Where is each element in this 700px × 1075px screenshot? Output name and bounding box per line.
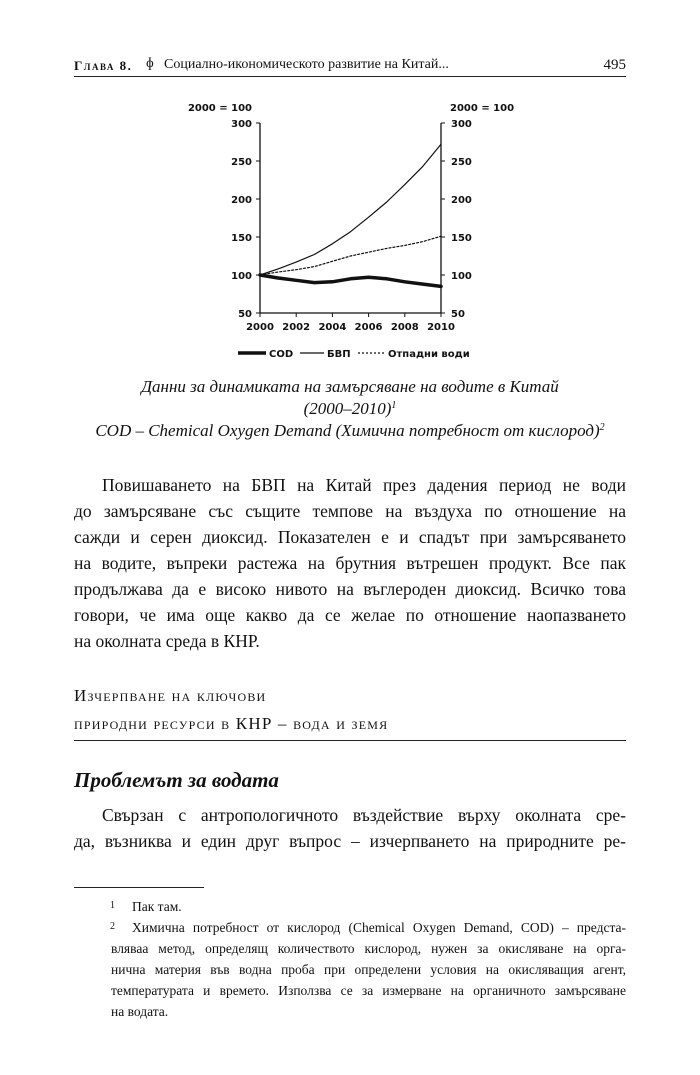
left-tick-labels xyxy=(231,119,260,320)
figure-caption-line2 xyxy=(60,398,640,420)
x-tick-label: 2000 xyxy=(246,322,274,333)
footnote-line: вляваа метод, определящ количеството кислород, нужен за окисляване на орга- xyxy=(111,941,626,956)
left-axis-title: 2000 = 100 xyxy=(187,103,252,114)
header-separator-ornament: ɸ xyxy=(146,56,154,71)
caption-period: (2000–2010) xyxy=(303,399,392,418)
paragraph-line: да, възниква и един друг въпрос – изчерпването на природните ре- xyxy=(74,831,626,851)
x-tick-labels xyxy=(246,313,455,333)
section-heading-line2: природни ресурси в КНР – вода и земя xyxy=(74,714,389,733)
right-tick-label: 100 xyxy=(451,271,472,282)
chart-legend xyxy=(238,349,470,360)
page-number: 495 xyxy=(603,57,626,73)
chapter-label: Глава 8. xyxy=(74,58,133,73)
subheading: Проблемът за водата xyxy=(74,768,279,792)
legend-gdp-label: БВП xyxy=(327,349,351,360)
left-tick-label: 50 xyxy=(238,309,252,320)
footnote-1 xyxy=(74,896,626,917)
paragraph-line: до замърсяване със същите темпове на въздуха по отношение на xyxy=(74,501,626,521)
figure-caption-line1: Данни за динамиката на замърсяване на водите в Китай xyxy=(141,377,559,396)
x-tick-label: 2006 xyxy=(354,322,383,333)
paragraph-line: говори, че има още какво да се желае по отношение наопазването xyxy=(74,605,626,625)
series-lines xyxy=(260,144,441,286)
paragraph-line: Свързан с антропологичното въздействие върху околната сре- xyxy=(102,805,626,825)
right-tick-label: 50 xyxy=(451,309,465,320)
section-heading-line1: Изчерпване на ключови xyxy=(74,686,267,705)
cod-line xyxy=(260,275,441,286)
footnote-line: на водата. xyxy=(111,1004,169,1019)
left-tick-label: 300 xyxy=(231,119,252,130)
legend-cod-label: COD xyxy=(269,349,294,360)
paragraph-line: на околната среда в КНР. xyxy=(74,631,260,651)
right-tick-label: 150 xyxy=(451,233,472,244)
x-tick-label: 2010 xyxy=(427,322,455,333)
left-tick-label: 250 xyxy=(231,157,252,168)
right-axis-title: 2000 = 100 xyxy=(450,103,515,114)
body-paragraph-1 xyxy=(74,472,626,654)
caption-footnote-ref-1: 1 xyxy=(391,400,397,411)
caption-cod-definition: COD – Chemical Oxygen Demand (Химична потребност от кислород) xyxy=(95,421,600,440)
footnote-number: 1 xyxy=(110,900,115,911)
running-header xyxy=(74,55,626,77)
x-tick-label: 2008 xyxy=(390,322,419,333)
section-heading xyxy=(74,682,626,738)
right-tick-labels xyxy=(441,119,472,320)
right-tick-label: 250 xyxy=(451,157,472,168)
footnote-2 xyxy=(74,917,626,1022)
running-title: Социално-икономическото развитие на Китай... xyxy=(164,57,449,72)
footnote-line: Химична потребност от кислород (Chemical Oxygen Demand, COD) – предста- xyxy=(132,920,626,935)
footnote-line: нична материя във водна проба при определени условия на окисляващия агент, xyxy=(111,962,626,977)
wastewater-line xyxy=(260,236,441,275)
footnote-line: Пак там. xyxy=(132,899,182,914)
section-rule xyxy=(74,740,626,741)
right-tick-label: 300 xyxy=(451,119,472,130)
legend-wastewater-label: Отпадни води xyxy=(388,349,470,360)
paragraph-line: продължава да е високо нивото на въглероден диоксид. Всичко това xyxy=(74,579,626,599)
left-tick-label: 150 xyxy=(231,233,252,244)
paragraph-line: Повишаването на БВП на Китай през дадения период не води xyxy=(102,475,626,495)
paragraph-line: сажди и серен диоксид. Показателен е и спадът при замърсяването xyxy=(74,527,626,547)
paragraph-line: на водите, въпреки растежа на брутния вътрешен продукт. Все пак xyxy=(74,553,626,573)
body-paragraph-2 xyxy=(74,802,626,854)
footnote-rule xyxy=(74,887,204,888)
left-tick-label: 100 xyxy=(231,271,252,282)
caption-footnote-ref-2: 2 xyxy=(599,422,605,433)
x-tick-label: 2004 xyxy=(318,322,347,333)
right-tick-label: 200 xyxy=(451,195,472,206)
left-tick-label: 200 xyxy=(231,195,252,206)
header-rule xyxy=(74,76,626,77)
water-pollution-chart xyxy=(187,95,520,370)
x-tick-label: 2002 xyxy=(282,322,311,333)
footnote-line: температурата и времето. Използва се за измерване на органичното замърсяване xyxy=(111,983,626,998)
footnote-number: 2 xyxy=(110,921,115,932)
figure-caption-line3 xyxy=(60,420,640,442)
